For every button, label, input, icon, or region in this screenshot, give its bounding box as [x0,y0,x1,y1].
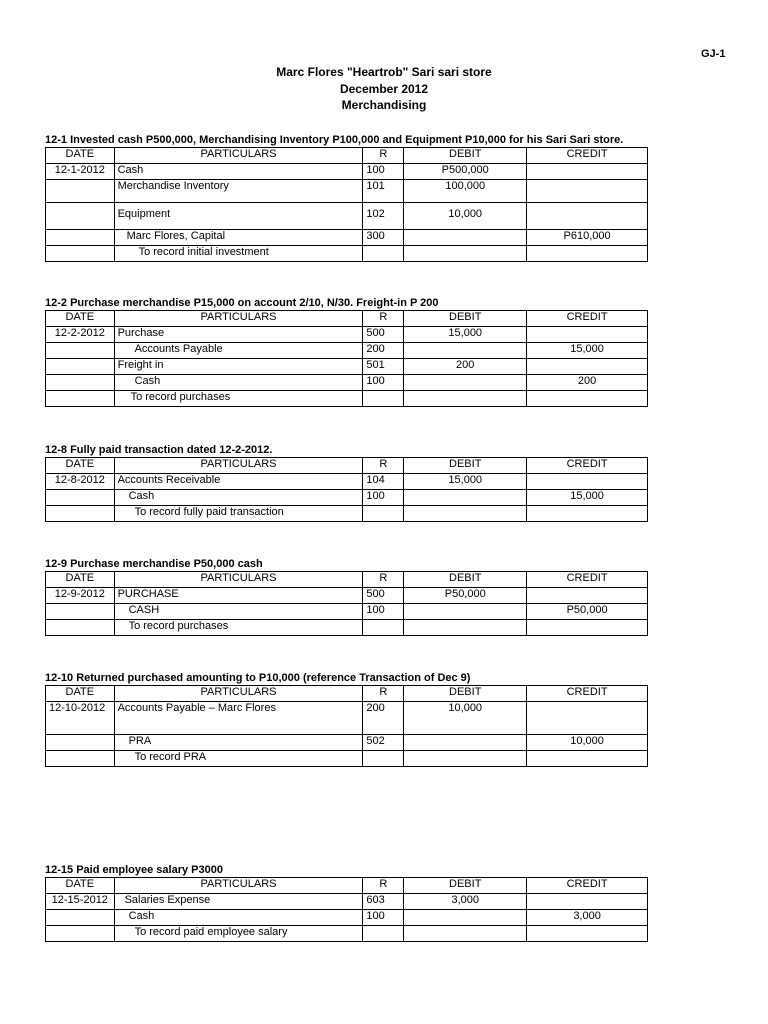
credit-cell: 15,000 [527,490,648,506]
ref-cell: 101 [363,180,404,203]
date-cell [46,910,115,926]
date-cell [46,735,115,751]
header-row [46,458,648,474]
table-row [46,751,648,767]
ref-cell: 603 [363,894,404,910]
date-cell [46,751,115,767]
col-date: DATE [46,572,115,588]
ref-cell [363,926,404,942]
table-row [46,164,648,180]
col-credit: CREDIT [527,878,648,894]
debit-cell: P50,000 [404,588,527,604]
date-cell [46,359,115,375]
credit-cell [527,702,648,735]
debit-cell: 10,000 [404,203,527,230]
col-debit: DEBIT [404,311,527,327]
date-cell: 12-1-2012 [46,164,115,180]
col-ref: R [363,878,404,894]
header-row [46,148,648,164]
particulars-cell: PURCHASE [114,588,363,604]
particulars-cell: To record PRA [114,751,363,767]
ref-cell [363,506,404,522]
particulars-cell: Cash [114,375,363,391]
particulars-cell: Accounts Receivable [114,474,363,490]
journal-table [45,685,648,767]
credit-cell [527,474,648,490]
date-cell [46,246,115,262]
table-row [46,359,648,375]
ref-cell: 502 [363,735,404,751]
journal-entry-12-8 [45,443,648,522]
particulars-cell: To record purchases [114,391,363,407]
ref-cell [363,751,404,767]
header-row [46,878,648,894]
debit-cell: P500,000 [404,164,527,180]
date-cell [46,375,115,391]
credit-cell [527,359,648,375]
debit-cell [404,604,527,620]
debit-cell: 200 [404,359,527,375]
period: December 2012 [339,81,429,96]
date-cell [46,343,115,359]
date-cell [46,203,115,230]
credit-cell [527,751,648,767]
particulars-cell: Cash [114,164,363,180]
header-row [46,572,648,588]
journal-table [45,457,648,522]
col-credit: CREDIT [527,148,648,164]
entry-title: 12-2 Purchase merchandise P15,000 on account 2/10, N/30. Freight-in P 200 [45,297,439,309]
credit-cell [527,620,648,636]
journal-table [45,877,648,942]
credit-cell [527,203,648,230]
table-row [46,588,648,604]
journal-type: Merchandising [341,98,427,112]
col-particulars: PARTICULARS [114,572,363,588]
col-date: DATE [46,686,115,702]
credit-cell: 10,000 [527,735,648,751]
col-ref: R [363,572,404,588]
col-credit: CREDIT [527,572,648,588]
col-ref: R [363,311,404,327]
col-debit: DEBIT [404,878,527,894]
document-header [0,64,768,114]
particulars-cell: To record initial investment [114,246,363,262]
col-particulars: PARTICULARS [114,311,363,327]
entry-title: 12-8 Fully paid transaction dated 12-2-2012. [45,444,273,456]
debit-cell [404,751,527,767]
credit-cell [527,180,648,203]
date-cell [46,506,115,522]
col-credit: CREDIT [527,458,648,474]
col-date: DATE [46,458,115,474]
col-debit: DEBIT [404,572,527,588]
debit-cell [404,506,527,522]
particulars-cell: To record fully paid transaction [114,506,363,522]
col-ref: R [363,458,404,474]
particulars-cell: Accounts Payable [114,343,363,359]
journal-table [45,310,648,407]
col-date: DATE [46,311,115,327]
debit-cell: 15,000 [404,474,527,490]
table-row [46,246,648,262]
particulars-cell: Equipment [114,203,363,230]
ref-cell: 300 [363,230,404,246]
table-row [46,474,648,490]
debit-cell [404,926,527,942]
date-cell: 12-15-2012 [46,894,115,910]
table-row [46,490,648,506]
table-row [46,604,648,620]
particulars-cell: To record purchases [114,620,363,636]
table-row [46,702,648,735]
debit-cell [404,620,527,636]
date-cell [46,926,115,942]
ref-cell: 501 [363,359,404,375]
col-particulars: PARTICULARS [114,686,363,702]
col-ref: R [363,686,404,702]
credit-cell [527,327,648,343]
credit-cell [527,506,648,522]
credit-cell [527,391,648,407]
ref-cell [363,620,404,636]
journal-entry-12-10 [45,671,648,767]
ref-cell: 100 [363,910,404,926]
debit-cell: 10,000 [404,702,527,735]
journal-entry-12-9 [45,557,648,636]
entry-title: 12-10 Returned purchased amounting to P10,000 (reference Transaction of Dec 9) [45,672,471,684]
credit-cell: 200 [527,375,648,391]
ref-cell: 100 [363,164,404,180]
credit-cell: P50,000 [527,604,648,620]
particulars-cell: CASH [114,604,363,620]
table-row [46,620,648,636]
date-cell [46,230,115,246]
col-credit: CREDIT [527,686,648,702]
ref-cell [363,246,404,262]
header-row [46,686,648,702]
col-date: DATE [46,148,115,164]
debit-cell [404,230,527,246]
particulars-cell: Marc Flores, Capital [114,230,363,246]
particulars-cell: Cash [114,490,363,506]
credit-cell [527,246,648,262]
table-row [46,203,648,230]
ref-cell: 500 [363,588,404,604]
credit-cell: 3,000 [527,910,648,926]
header-row [46,311,648,327]
entry-title: 12-15 Paid employee salary P3000 [45,864,223,876]
journal-table [45,147,648,262]
journal-entry-12-1 [45,133,648,262]
credit-cell [527,588,648,604]
credit-cell [527,894,648,910]
credit-cell: P610,000 [527,230,648,246]
store-name: Marc Flores "Heartrob" Sari sari store [276,65,492,79]
date-cell: 12-2-2012 [46,327,115,343]
ref-cell: 104 [363,474,404,490]
page-code: GJ-1 [701,48,726,60]
col-debit: DEBIT [404,148,527,164]
debit-cell [404,246,527,262]
credit-cell [527,164,648,180]
table-row [46,735,648,751]
date-cell: 12-10-2012 [46,702,115,735]
credit-cell: 15,000 [527,343,648,359]
table-row [46,327,648,343]
date-cell [46,180,115,203]
date-cell [46,604,115,620]
col-particulars: PARTICULARS [114,458,363,474]
particulars-cell: Purchase [114,327,363,343]
journal-table [45,571,648,636]
col-credit: CREDIT [527,311,648,327]
ref-cell: 102 [363,203,404,230]
table-row [46,391,648,407]
col-date: DATE [46,878,115,894]
journal-entry-12-15 [45,863,648,942]
date-cell [46,490,115,506]
debit-cell [404,391,527,407]
table-row [46,343,648,359]
table-row [46,375,648,391]
col-ref: R [363,148,404,164]
date-cell [46,391,115,407]
particulars-cell: Salaries Expense [114,894,363,910]
date-cell [46,620,115,636]
table-row [46,180,648,203]
ref-cell: 100 [363,375,404,391]
credit-cell [527,926,648,942]
debit-cell [404,375,527,391]
ref-cell: 200 [363,702,404,735]
table-row [46,926,648,942]
particulars-cell: Merchandise Inventory [114,180,363,203]
ref-cell: 500 [363,327,404,343]
entry-title: 12-9 Purchase merchandise P50,000 cash [45,558,263,570]
debit-cell [404,735,527,751]
debit-cell [404,910,527,926]
table-row [46,230,648,246]
ref-cell: 100 [363,490,404,506]
debit-cell [404,490,527,506]
col-particulars: PARTICULARS [114,878,363,894]
ref-cell: 100 [363,604,404,620]
debit-cell [404,343,527,359]
particulars-cell: PRA [114,735,363,751]
debit-cell: 3,000 [404,894,527,910]
col-particulars: PARTICULARS [114,148,363,164]
date-cell: 12-9-2012 [46,588,115,604]
table-row [46,910,648,926]
journal-entry-12-2 [45,296,648,407]
ref-cell: 200 [363,343,404,359]
entry-title: 12-1 Invested cash P500,000, Merchandising Inventory P100,000 and Equipment P10,000 for his Sari Sari store. [45,134,624,146]
table-row [46,506,648,522]
debit-cell: 15,000 [404,327,527,343]
particulars-cell: Freight in [114,359,363,375]
debit-cell: 100,000 [404,180,527,203]
table-row [46,894,648,910]
particulars-cell: To record paid employee salary [114,926,363,942]
date-cell: 12-8-2012 [46,474,115,490]
particulars-cell: Cash [114,910,363,926]
col-debit: DEBIT [404,686,527,702]
ref-cell [363,391,404,407]
particulars-cell: Accounts Payable – Marc Flores [114,702,363,735]
col-debit: DEBIT [404,458,527,474]
